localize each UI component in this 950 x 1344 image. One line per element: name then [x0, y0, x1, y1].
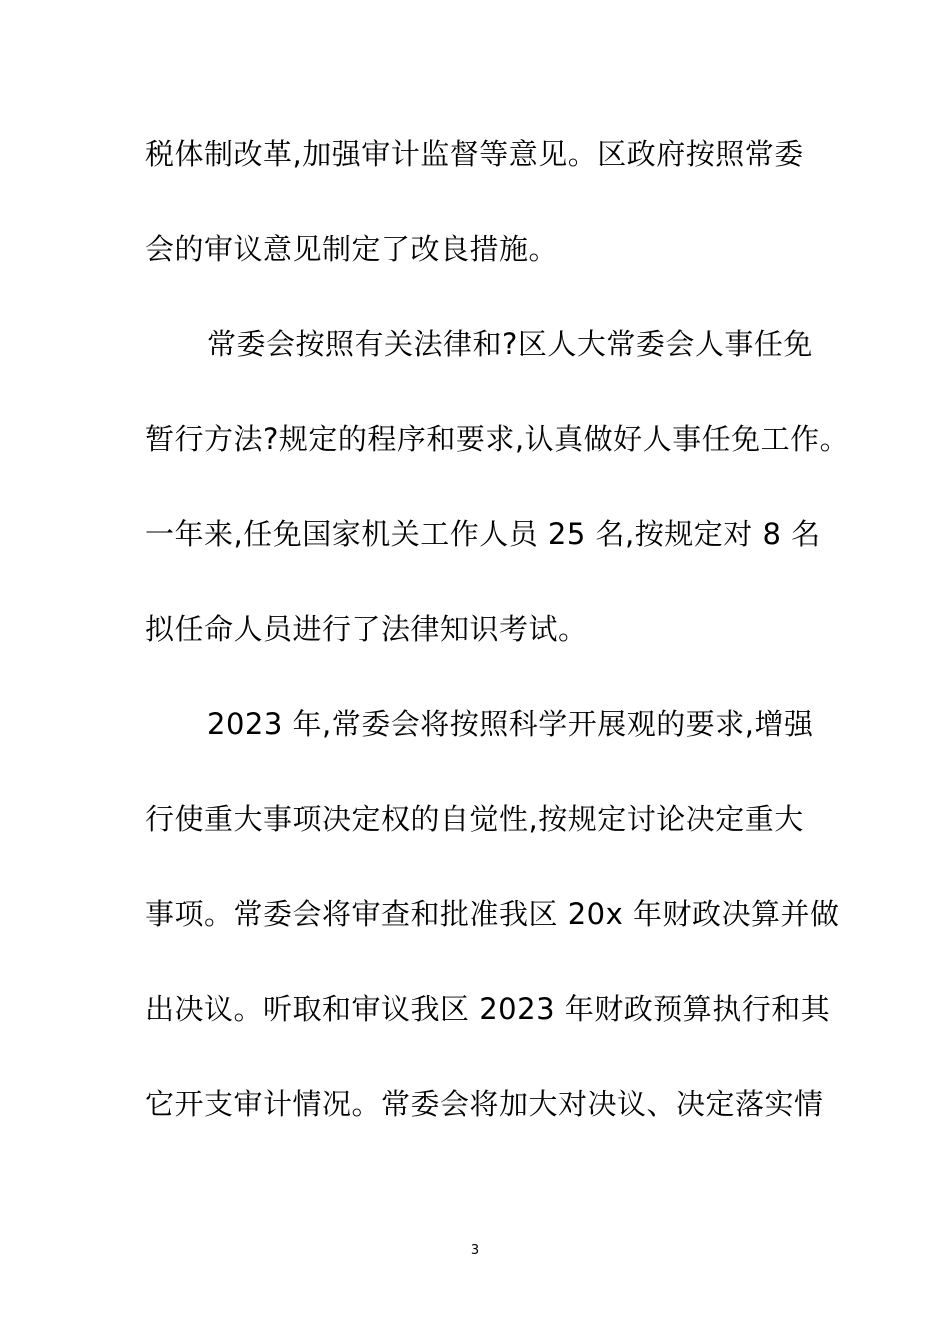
text-line-1: 税体制改革,加强审计监督等意见。区政府按照常委 — [145, 137, 804, 171]
text-line-2: 会的审议意见制定了改良措施。 — [145, 232, 559, 266]
text-line-9: 事项。常委会将审查和批准我区 20x 年财政决算并做 — [145, 897, 840, 931]
paragraph-start-line: 常委会按照有关法律和?区人大常委会人事任免 — [207, 327, 813, 361]
text-line-6: 拟任命人员进行了法律知识考试。 — [145, 612, 588, 646]
text-line-5: 一年来,任免国家机关工作人员 25 名,按规定对 8 名 — [145, 517, 821, 551]
text-line-8: 行使重大事项决定权的自觉性,按规定讨论决定重大 — [145, 802, 804, 836]
page-number: 3 — [470, 1243, 480, 1258]
text-line-11: 它开支审计情况。常委会将加大对决议、决定落实情 — [145, 1087, 824, 1121]
text-line-10: 出决议。听取和审议我区 2023 年财政预算执行和其 — [145, 992, 831, 1026]
paragraph-start-line: 2023 年,常委会将按照科学开展观的要求,增强 — [207, 707, 814, 741]
text-line-4: 暂行方法?规定的程序和要求,认真做好人事任免工作。 — [145, 422, 850, 456]
